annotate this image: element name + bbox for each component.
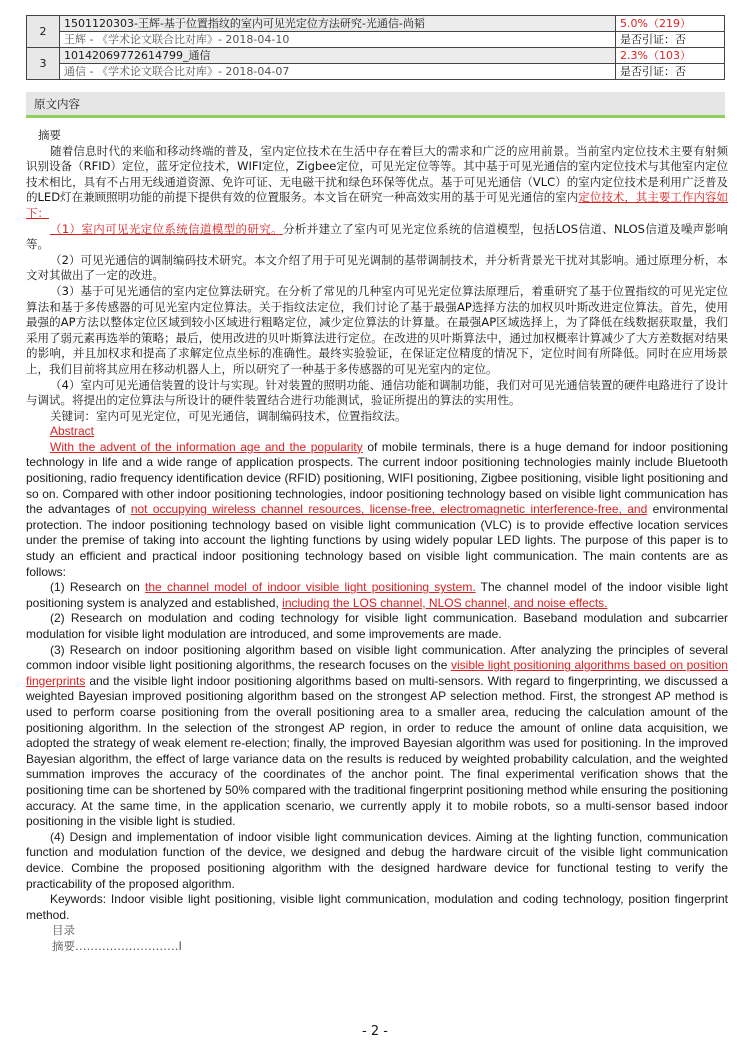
source-number: 3 [27, 48, 60, 80]
source-number: 2 [27, 16, 60, 48]
en-p2-text-a: (1) Research on [50, 580, 146, 595]
cn-p1-text: 随着信息时代的来临和移动终端的普及，室内定位技术在生活中存在着巨大的需求和广泛的应用前景。当前室内定位技术主要有射频识别设备（RFID）定位，蓝牙定位技术，WIFI定位，Zigbee定位，可见光定位等等。其中基于可见光通信的室内定位技术与其他室内定位技术相比，具有不占用无线通道资源、免许可证、无电磁干扰和绿色环保等优点。基于可见光通信（VLC）的室内定位技术是利用广泛普及的LED灯在兼顾照明功能的前提下提供有效的位置服务。本文旨在研究一种高效实用的基于可见光通信的室内 [26, 143, 728, 205]
source-title-link[interactable]: 10142069772614799_通信 [60, 48, 616, 64]
en-p2-highlight-2: including the LOS channel, NLOS channel, and noise effects. [282, 595, 608, 610]
en-p2-highlight-1: the channel model of indoor visible light positioning system. [145, 580, 476, 595]
cn-paragraph-1 [26, 144, 728, 222]
cn-p2-text: 分析并建立了室内可见光定位系统的信道模型，包括LOS信道、NLOS信道及噪声影响等。 [26, 221, 728, 252]
en-p4-text-a: (3) Research on indoor positioning algorithm based on visible light communication. After analyzing the principles of several common indoor visible light positioning algorithms, the research focuses on the [26, 642, 728, 673]
citation-status: 是否引证：否 [616, 64, 725, 80]
cn-paragraph-2 [26, 222, 728, 253]
source-row-3-meta [27, 64, 725, 80]
en-p4-highlight: visible light positioning algorithms based on position fingerprints [26, 658, 728, 688]
cn-paragraph-5: （4）室内可见光通信装置的设计与实现。针对装置的照明功能、通信功能和调制功能，我们对可见光通信装置的硬件电路进行了设计与调试。将提出的定位算法与所设计的硬件装置结合进行功能测试，验证所提出的算法的实用性。 [26, 377, 728, 408]
en-p2-text-b: The channel model of the indoor visible light positioning system is analyzed and established, [26, 580, 729, 610]
cn-keywords: 关键词：室内可见光定位，可见光通信，调制编码技术，位置指纹法。 [50, 408, 407, 423]
en-p4-text-b: and the visible light indoor positioning algorithms based on multi-sensors. With regard to fingerprinting, we discussed a weighted Bayesian improved positioning algorithm based on the strongest AP selection method. First, the strongest AP method is used to perform coarse positioning from the overall positioning area to a smaller area, reducing the calculation amount of the positioning algorithm. In the selection of the strongest AP region, in order to reduce the amount of online data acquisition, we adopted the strategy of weak element re-election; finally, the improved Bayesian algorithm was used for positioning. In the improved Bayesian algorithm, the effect of large variance data on the results is reduced by weighted probability calculation, and the weighted summation improves the accuracy of the coordinates of the anchor point. The final experimental verification shows that the positioning time can be shortened by 50% compared with the traditional fingerprint positioning method while ensuring the positioning accuracy. At the same time, in the application scenario, we currently apply it to mobile robots, so a multi-sensor based indoor positioning in the visible light is studied. [26, 673, 728, 829]
source-title-link[interactable]: 1501120303-王辉-基于位置指纹的室内可见光定位方法研究-光通信-尚韬 [60, 16, 616, 32]
similar-sources-table [26, 15, 725, 80]
cn-p1-highlight: 定位技术，其主要工作内容如下： [26, 190, 728, 220]
en-paragraph-3: (2) Research on modulation and coding technology for visible light communication. Baseband modulation and subcarrier modulation for visible light modulation are introduced, and some improvements are made. [26, 611, 728, 641]
en-abstract-heading [26, 424, 728, 440]
source-row-2-meta [27, 32, 725, 48]
cn-paragraph-3: （2）可见光通信的调制编码技术研究。本文介绍了用于可见光调制的基带调制技术，并分析背景光干扰对其影响。通过原理分析，本文对其做出了一定的改进。 [26, 252, 728, 283]
similarity-percent: 5.0%（219） [616, 16, 725, 32]
cn-paragraph-4: （3）基于可见光通信的室内定位算法研究。在分析了常见的几种室内可见光定位算法原理后，着重研究了基于位置指纹的可见光定位算法和基于多传感器的可见光室内定位算法。关于指纹法定位，我们讨论了基于最强AP选择方法的加权贝叶斯改进定位算法。首先，使用最强的AP方法以整体定位区域到较小区域进行粗略定位，减少定位算法的计算量。在最强AP区域选择上，为了降低在线数据获取量，我们采用了弱元素再选举的策略；最后，使用改进的贝叶斯算法进行定位。在改进的贝叶斯算法中，通过加权概率计算减少了大方差数据对结果的影响，并且加权求和提高了求解定位点坐标的准确性。最终实验验证，在保证定位精度的情况下，定位时间有所降低。同时在应用场景上，我们目前将其应用在移动机器人上，所以研究了一种基于多传感器的可见光室内的定位。 [26, 283, 728, 376]
original-content-header: 原文内容 [26, 92, 725, 118]
source-row-3-title [27, 48, 725, 64]
source-meta: 通信 - 《学术论文联合比对库》- 2018-04-07 [60, 64, 616, 80]
en-p1-highlight-1: With the advent of the information age and the popularity [50, 439, 363, 454]
document-body [26, 128, 728, 954]
en-keywords: Keywords: Indoor visible light positioning, visible light communication, modulation and coding technology, position fingerprint method. [26, 892, 728, 922]
cn-abstract-heading: 摘要 [38, 128, 61, 142]
source-meta: 王辉 - 《学术论文联合比对库》- 2018-04-10 [60, 32, 616, 48]
toc-line-abstract: 摘要………………………I [52, 938, 182, 953]
cn-p2-highlight: （1）室内可见光定位系统信道模型的研究。 [50, 221, 283, 236]
en-paragraph-1 [26, 440, 728, 580]
en-paragraph-5: (4) Design and implementation of indoor visible light communication devices. Aiming at the lighting function, communication function and modulation function of the device, we designed and debug the hardware circuit of the visible light communication device. Combine the proposed positioning algorithm with the designed hardware device for functional testing to verify the practicability of the proposed algorithm. [26, 829, 728, 891]
en-paragraph-2 [26, 580, 728, 611]
en-paragraph-4 [26, 643, 728, 830]
page-number: - 2 - [362, 1024, 388, 1039]
source-row-2-title [27, 16, 725, 32]
en-p1-text-b: environmental protection. The indoor positioning technology based on visible light communication (VLC) is to provide effective location services under the premise of taking into account the lighting functions by using widely popular LED lights. The purpose of this paper is to study an efficient and practical indoor positioning technology based on visible light communication. The main contents are as follows: [26, 502, 728, 579]
en-p1-text-a: of mobile terminals, there is a huge demand for indoor positioning technology in life and a wide range of application prospects. The current indoor positioning technologies mainly include Bluetooth positioning, radio frequency identification device (RFID) positioning, WIFI positioning, Zigbee positioning, visible light positioning and so on. Compared with other indoor positioning technologies, indoor positioning technology based on visible light communication has the advantages of [26, 439, 728, 517]
en-heading-highlight: Abstract [50, 424, 95, 439]
similarity-percent: 2.3%（103） [616, 48, 725, 64]
en-p1-highlight-2: not occupying wireless channel resources, license-free, electromagnetic interference-free, and [130, 502, 648, 517]
toc-heading: 目录 [52, 923, 75, 938]
citation-status: 是否引证：否 [616, 32, 725, 48]
